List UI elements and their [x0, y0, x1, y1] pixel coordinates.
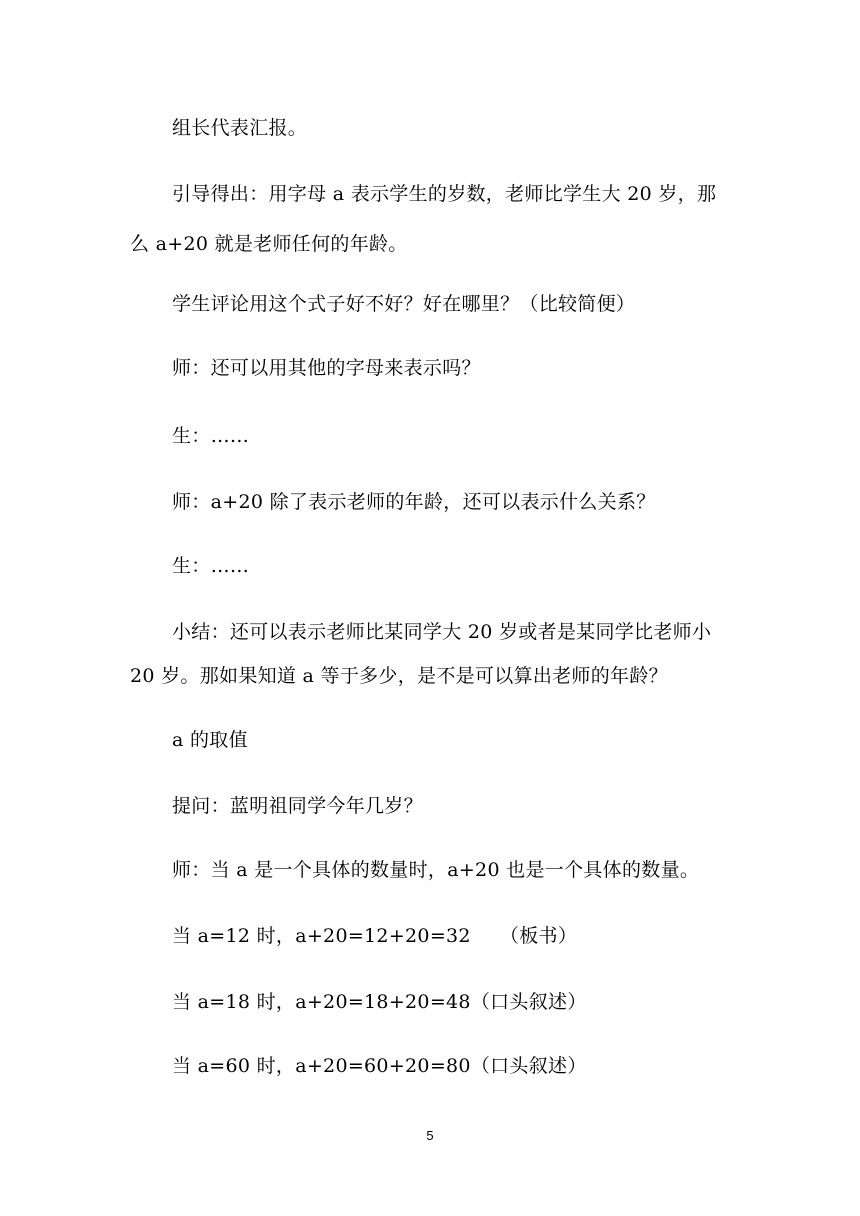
paragraph-line: 当 a=12 时，a+20=12+20=32 （板书） [172, 925, 578, 947]
paragraph-line: 学生评论用这个式子好不好？好在哪里？（比较简便） [172, 293, 636, 315]
paragraph-line: 当 a=18 时，a+20=18+20=48（口头叙述） [172, 991, 587, 1013]
page-number: 5 [426, 1128, 434, 1143]
paragraph-line: a 的取值 [172, 729, 248, 751]
paragraph-line: 师：还可以用其他的字母来表示吗？ [172, 357, 481, 379]
paragraph-line: 20 岁。那如果知道 a 等于多少，是不是可以算出老师的年龄？ [130, 665, 668, 687]
paragraph-line: 生：…… [172, 425, 250, 447]
paragraph-line: 组长代表汇报。 [172, 117, 308, 139]
paragraph-line: 提问：蓝明祖同学今年几岁？ [172, 795, 423, 817]
paragraph-line: 师：a+20 除了表示老师的年龄，还可以表示什么关系？ [172, 491, 656, 513]
paragraph-line: 师：当 a 是一个具体的数量时，a+20 也是一个具体的数量。 [172, 859, 700, 881]
paragraph-line: 么 a+20 就是老师任何的年龄。 [130, 233, 408, 255]
paragraph-line: 小结：还可以表示老师比某同学大 20 岁或者是某同学比老师小 [172, 621, 712, 643]
paragraph-line: 引导得出：用字母 a 表示学生的岁数，老师比学生大 20 岁，那 [172, 183, 717, 205]
paragraph-line: 生：…… [172, 555, 250, 577]
paragraph-line: 当 a=60 时，a+20=60+20=80（口头叙述） [172, 1055, 587, 1077]
